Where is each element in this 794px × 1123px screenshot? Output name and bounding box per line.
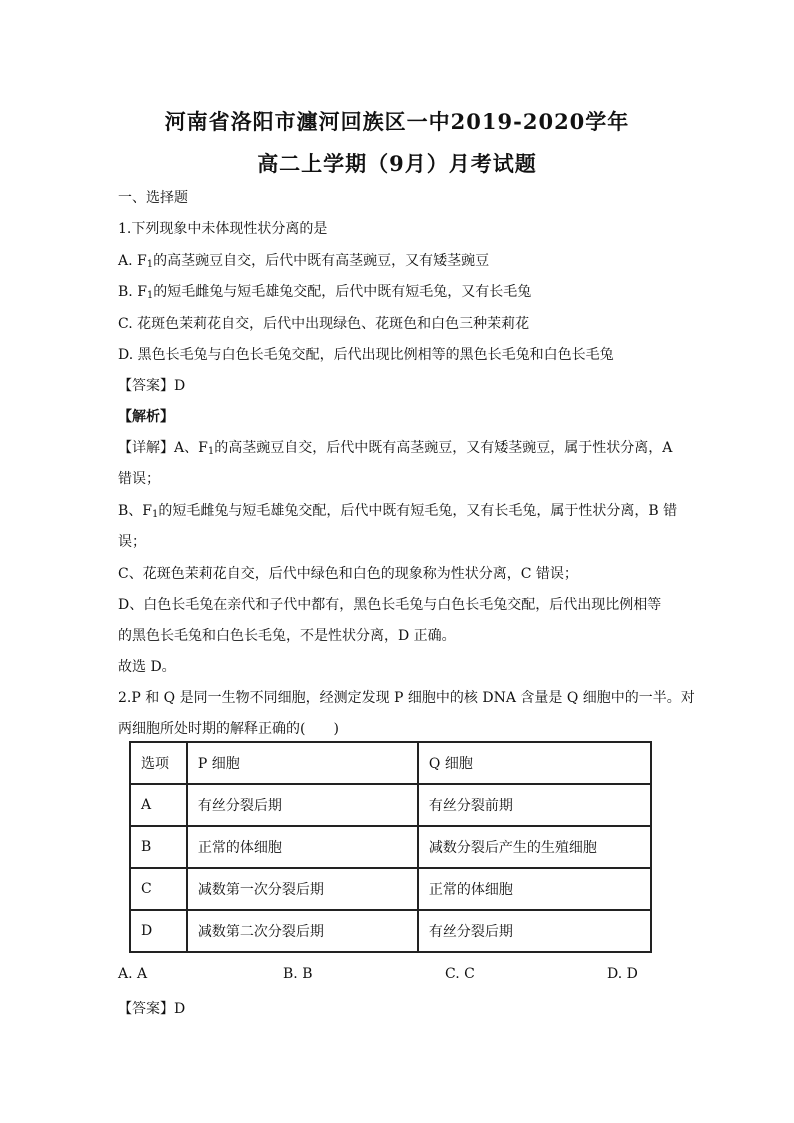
- table-cell: 正常的体细胞: [418, 868, 651, 910]
- table-row: [130, 868, 651, 910]
- q2-stem-line2: 两细胞所处时期的解释正确的( ): [118, 721, 339, 737]
- table-cell: 有丝分裂后期: [187, 784, 418, 826]
- table-header-cell: P 细胞: [187, 742, 418, 784]
- q1-option-a: [118, 250, 489, 270]
- q1-option-a-text: 的高茎豌豆自交，后代中既有高茎豌豆，又有矮茎豌豆: [153, 253, 490, 269]
- q1-analysis-heading: 【解析】: [118, 409, 174, 425]
- q2-answer: 【答案】D: [118, 1001, 186, 1017]
- table-header-row: [130, 742, 651, 784]
- table-row: [130, 910, 651, 952]
- q1-conclusion: 故选 D。: [118, 659, 176, 675]
- q2-stem-line1: 2.P 和 Q 是同一生物不同细胞，经测定发现 P 细胞中的核 DNA 含量是 Q 细胞中的一半。对: [118, 690, 695, 706]
- table-cell: A: [130, 784, 187, 826]
- table-cell: D: [130, 910, 187, 952]
- q2-option-c: C. C: [445, 966, 475, 982]
- q2-option-b: B. B: [283, 966, 313, 982]
- q2-option-a: A. A: [118, 966, 148, 982]
- q1-option-d: D. 黑色长毛兔与白色长毛兔交配，后代出现比例相等的黑色长毛兔和白色长毛兔: [118, 347, 614, 363]
- subscript-1: 1: [146, 290, 154, 301]
- q1-detail-c: C、花斑色茉莉花自交，后代中绿色和白色的现象称为性状分离，C 错误；: [118, 566, 578, 582]
- q1-detail-b-text: 的短毛雌兔与短毛雄兔交配，后代中既有短毛兔，又有长毛兔，属于性状分离，B 错: [158, 503, 678, 519]
- q1-answer: 【答案】D: [118, 378, 186, 394]
- table-header-cell: Q 细胞: [418, 742, 651, 784]
- table-header-cell: 选项: [130, 742, 187, 784]
- q1-stem: 1.下列现象中未体现性状分离的是: [118, 221, 328, 237]
- q1-option-c: C. 花斑色茉莉花自交，后代中出现绿色、花斑色和白色三种茉莉花: [118, 316, 530, 332]
- subscript-1: 1: [146, 259, 154, 270]
- q1-detail-d: D、白色长毛兔在亲代和子代中都有，黑色长毛兔与白色长毛兔交配，后代出现比例相等: [118, 597, 662, 613]
- q1-detail-b-cont: 误；: [118, 534, 146, 550]
- section-heading: 一、选择题: [118, 190, 188, 206]
- table-cell: 有丝分裂前期: [418, 784, 651, 826]
- q1-option-a-prefix: A. F: [118, 253, 147, 269]
- q1-option-b-text: 的短毛雌兔与短毛雄兔交配，后代中既有短毛兔，又有长毛兔: [153, 284, 532, 300]
- table-cell: B: [130, 826, 187, 868]
- table-cell: C: [130, 868, 187, 910]
- q2-table: [129, 741, 652, 953]
- table-cell: 减数第二次分裂后期: [187, 910, 418, 952]
- doc-title-line2: 高二上学期（9月）月考试题: [257, 151, 537, 176]
- table-cell: 减数第一次分裂后期: [187, 868, 418, 910]
- q2-option-d: D. D: [607, 966, 638, 982]
- q1-option-b-prefix: B. F: [118, 284, 147, 300]
- doc-title-line1: 河南省洛阳市瀍河回族区一中2019-2020学年: [164, 109, 630, 134]
- q1-detail-b-prefix: B、F: [118, 503, 153, 519]
- table-row: [130, 784, 651, 826]
- q1-option-b: [118, 281, 531, 301]
- q1-detail-a-prefix: 【详解】A、F: [118, 440, 208, 456]
- table-cell: 正常的体细胞: [187, 826, 418, 868]
- table-row: [130, 826, 651, 868]
- q1-detail-a: [118, 437, 672, 457]
- table-cell: 有丝分裂后期: [418, 910, 651, 952]
- table-cell: 减数分裂后产生的生殖细胞: [418, 826, 651, 868]
- q1-detail-b: [118, 500, 677, 520]
- q1-detail-a-text: 的高茎豌豆自交，后代中既有高茎豌豆，又有矮茎豌豆，属于性状分离，A: [214, 440, 673, 456]
- q1-detail-d-cont: 的黑色长毛兔和白色长毛兔，不是性状分离，D 正确。: [118, 628, 456, 644]
- subscript-1: 1: [152, 509, 159, 520]
- subscript-1: 1: [207, 446, 215, 457]
- q1-detail-a-cont: 错误；: [118, 471, 160, 487]
